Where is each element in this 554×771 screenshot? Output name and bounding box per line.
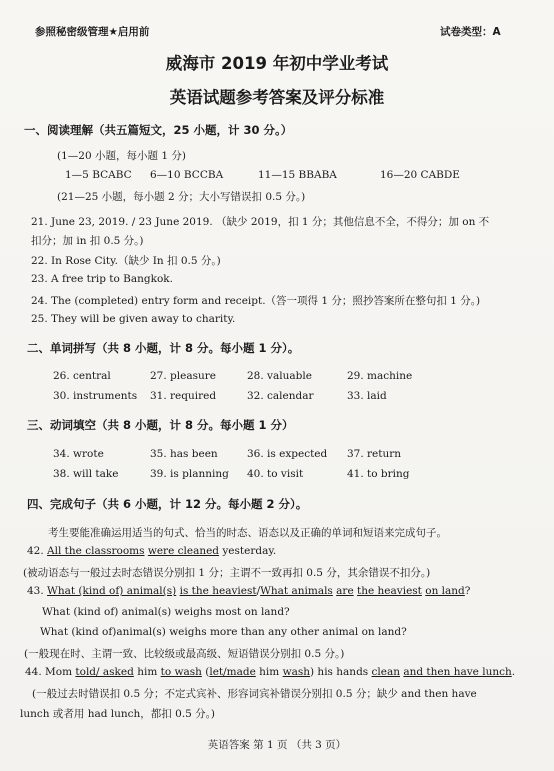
page-footer: 英语答案 第 1 页 （共 3 页） <box>207 739 347 751</box>
answer-44-alt-verb: let/made <box>209 666 256 678</box>
answer-34: 34. wrote <box>53 448 104 460</box>
choice-answers-16-20: 16—20 CABDE <box>380 169 460 181</box>
answer-27: 27. pleasure <box>150 370 216 382</box>
answer-43-phrase: on land <box>425 585 465 597</box>
page-subtitle: 英语试题参考答案及评分标准 <box>169 88 385 107</box>
section-4-heading: 四、完成句子（共 6 小题，计 12 分。每小题 2 分）。 <box>27 497 308 511</box>
answer-39: 39. is planning <box>150 468 229 480</box>
section-1-note-2: (21—25 小题，每小题 2 分；大小写错误扣 0.5 分。) <box>57 191 306 203</box>
answer-25: 25. They will be given away to charity. <box>31 313 236 325</box>
answer-43-alt-subject: What animals <box>260 585 333 597</box>
choice-answers-6-10: 6—10 BCCBA <box>150 169 224 181</box>
paper-type-label: 试卷类型：A <box>440 26 501 38</box>
confidentiality-label: 参照秘密级管理★启用前 <box>35 26 150 38</box>
answer-41: 41. to bring <box>347 468 410 480</box>
answer-43-alt-1: What (kind of) animal(s) weighs most on land? <box>42 606 290 618</box>
answer-44-note: (一般过去时错误扣 0.5 分；不定式宾补、形容词宾补错误分别扣 0.5 分；缺少 and then have <box>32 688 477 700</box>
answer-26: 26. central <box>53 370 111 382</box>
answer-43-note: (一般现在时、主谓一致、比较级或最高级、短语错误分别扣 0.5 分。) <box>24 648 345 660</box>
answer-43-alt-2: What (kind of)animal(s) weighs more than any other animal on land? <box>40 626 407 638</box>
section-2-heading: 二、单词拼写（共 8 小题，计 8 分。每小题 1 分）。 <box>27 341 300 355</box>
answer-23: 23. A free trip to Bangkok. <box>31 273 174 285</box>
answer-42-verb: were cleaned <box>147 545 220 557</box>
answer-44-verb: told/ asked <box>75 666 134 678</box>
answer-42: 42. All the classrooms were cleaned yesterday. <box>27 545 277 557</box>
answer-29: 29. machine <box>347 370 413 382</box>
section-4-intro: 考生要能准确运用适当的句式、恰当的时态、语态以及正确的单词和短语来完成句子。 <box>48 527 447 539</box>
answer-44-note-cont: lunch 或者用 had lunch，都扣 0.5 分。) <box>20 708 216 720</box>
answer-44-complement: clean <box>371 666 400 678</box>
answer-35: 35. has been <box>150 448 218 460</box>
answer-44-phrase: and then have lunch <box>403 666 512 678</box>
section-1-note: (1—20 小题，每小题 1 分) <box>57 150 186 162</box>
answer-43-alt-superlative: the heaviest <box>357 585 422 597</box>
answer-24: 24. The (completed) entry form and receipt.（答一项得 1 分；照抄答案所在整句扣 1 分。) <box>31 295 481 307</box>
answer-43: 43. What (kind of) animal(s) is the heaviest/What animals are the heaviest on land? <box>27 585 471 597</box>
answer-33: 33. laid <box>347 390 387 402</box>
choice-answers-11-15: 11—15 BBABA <box>258 169 337 181</box>
choice-answers-1-5: 1—5 BCABC <box>65 169 132 181</box>
answer-28: 28. valuable <box>247 370 312 382</box>
answer-44-infinitive: to wash <box>160 666 202 678</box>
answer-42-subject: All the classrooms <box>47 545 145 557</box>
answer-22: 22. In Rose City.（缺少 In 扣 0.5 分。) <box>31 255 221 267</box>
answer-30: 30. instruments <box>53 390 138 402</box>
answer-32: 32. calendar <box>247 390 314 402</box>
answer-38: 38. will take <box>53 468 119 480</box>
answer-43-subject: What (kind of) animal(s) <box>47 585 177 597</box>
section-1-heading: 一、阅读理解（共五篇短文，25 小题，计 30 分。） <box>24 123 293 137</box>
answer-21-cont: 扣分；加 in 扣 0.5 分。) <box>31 235 144 247</box>
answer-36: 36. is expected <box>247 448 328 460</box>
answer-37: 37. return <box>347 448 402 460</box>
answer-44-alt-bare-infinitive: wash <box>282 666 310 678</box>
answer-43-predicate: is the heaviest <box>179 585 257 597</box>
answer-44: 44. Mom told/ asked him to wash (let/made him wash) his hands clean and then have lunch. <box>25 666 516 678</box>
answer-43-alt-verb: are <box>336 585 354 597</box>
answer-42-note: (被动语态与一般过去时态错误分别扣 1 分；主谓不一致再扣 0.5 分，其余错误不扣分。) <box>23 567 431 579</box>
section-3-heading: 三、动词填空（共 8 小题，计 8 分。每小题 1 分） <box>27 418 294 432</box>
page-title: 威海市 2019 年初中学业考试 <box>165 54 389 73</box>
answer-40: 40. to visit <box>247 468 304 480</box>
answer-31: 31. required <box>150 390 217 402</box>
answer-21: 21. June 23, 2019. / 23 June 2019. （缺少 2019，扣 1 分；其他信息不全，不得分；加 on 不 <box>31 216 490 228</box>
